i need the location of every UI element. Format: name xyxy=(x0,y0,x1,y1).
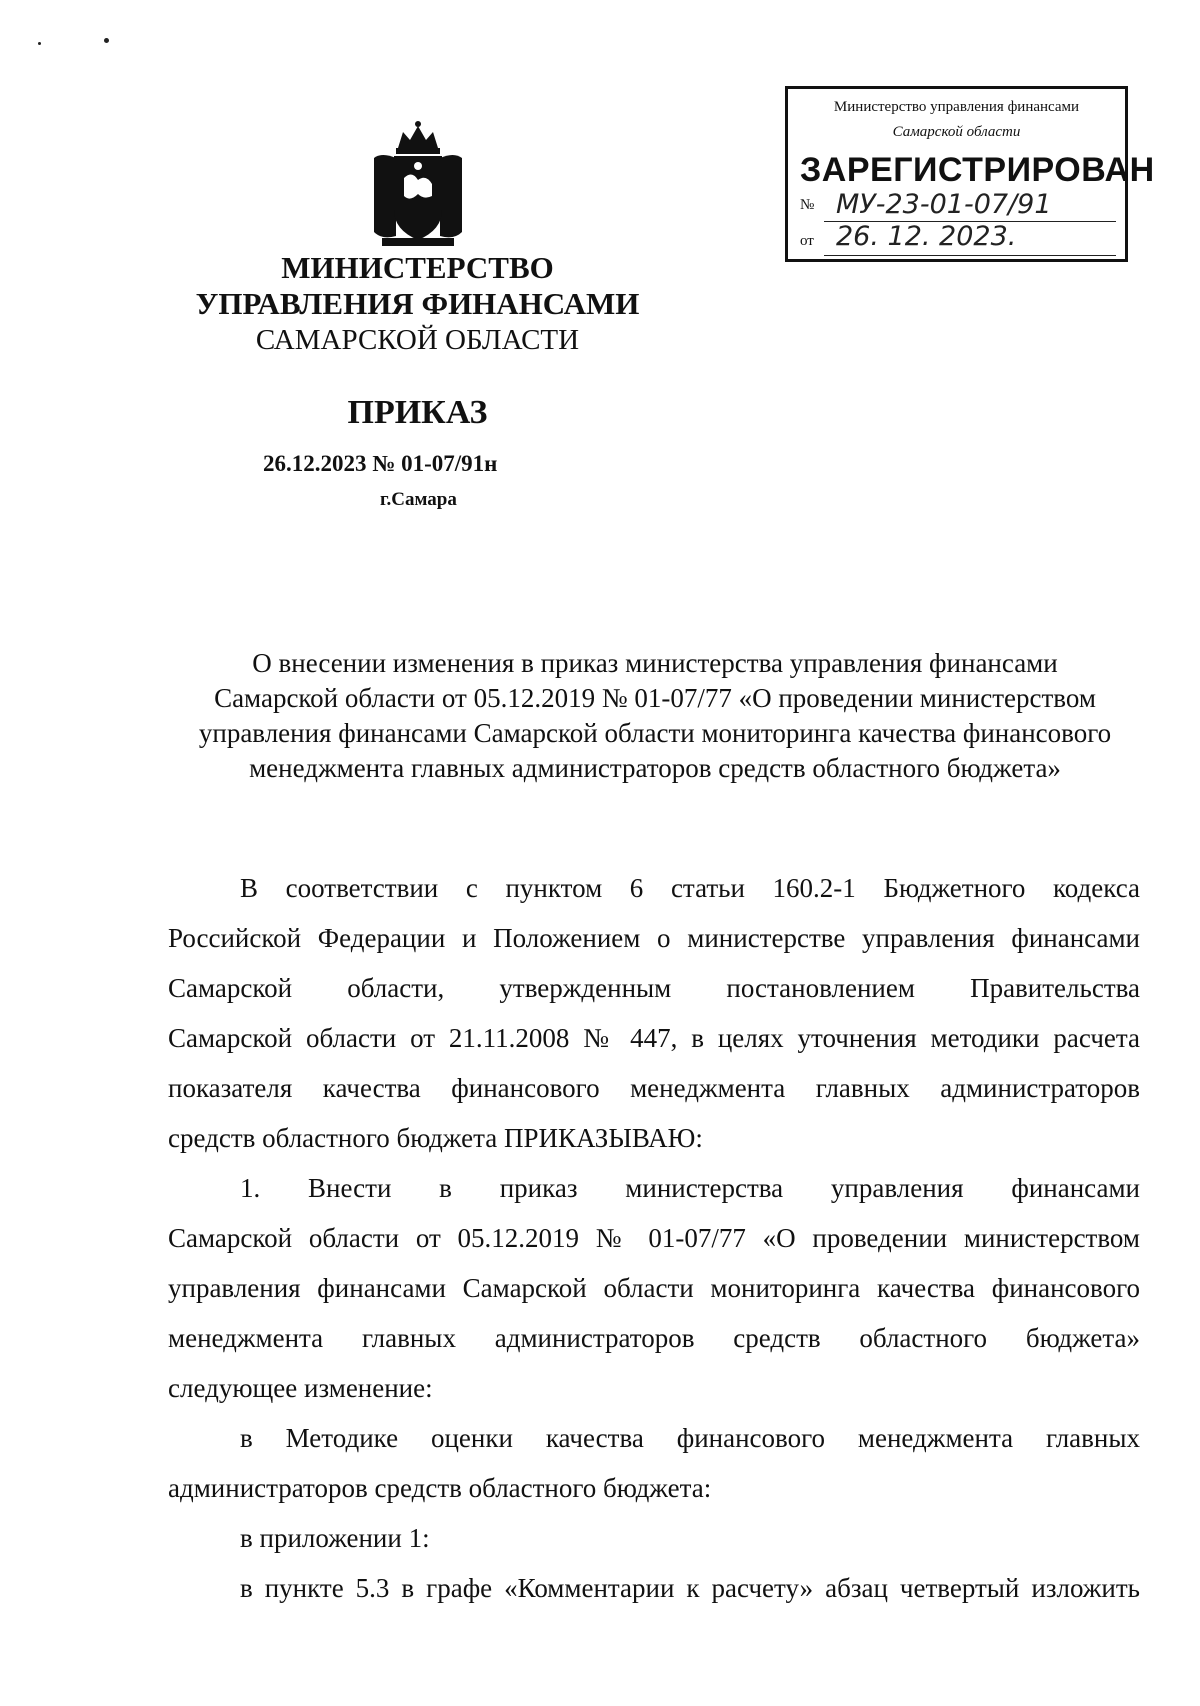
registration-stamp xyxy=(785,86,1155,262)
document-date-number: 26.12.2023 № 01-07/91н xyxy=(263,451,498,476)
item1-line: Самарской области от 05.12.2019 № 01-07/77 «О проведении министерством xyxy=(168,1223,1140,1253)
item1-line: менеджмента главных администраторов средств областного бюджета» xyxy=(168,1323,1140,1353)
point-line: в пункте 5.3 в графе «Комментарии к расчету» абзац четвертый изложить xyxy=(240,1573,1140,1603)
preamble-line: Самарской области, утвержденным постановлением Правительства xyxy=(168,973,1140,1003)
stamp-region-line: Самарской области xyxy=(892,124,1021,140)
order-body xyxy=(168,863,1140,1613)
document-city: г.Самара xyxy=(380,489,457,510)
appendix-line: в приложении 1: xyxy=(240,1523,430,1553)
item1-line: управления финансами Самарской области мониторинга качества финансового xyxy=(168,1273,1140,1303)
scan-speck xyxy=(38,42,41,45)
preamble-line: Российской Федерации и Положением о министерстве управления финансами xyxy=(168,923,1140,953)
item1-line: 1. Внести в приказ министерства управления финансами xyxy=(240,1173,1140,1203)
ministry-name-line1: МИНИСТЕРСТВО xyxy=(281,250,554,285)
stamp-ministry-line: Министерство управления финансами xyxy=(833,99,1080,115)
document-type-title: ПРИКАЗ xyxy=(347,394,488,431)
preamble-line: показателя качества финансового менеджмента главных администраторов xyxy=(168,1073,1140,1103)
ministry-name-line2: УПРАВЛЕНИЯ ФИНАНСАМИ xyxy=(195,286,640,321)
methodology-line: в Методике оценки качества финансового менеджмента главных xyxy=(240,1423,1140,1453)
subject-line: менеджмента главных администраторов средств областного бюджета» xyxy=(249,753,1061,783)
subject-line: Самарской области от 05.12.2019 № 01-07/77 «О проведении министерством xyxy=(214,683,1096,713)
subject-line: управления финансами Самарской области мониторинга качества финансового xyxy=(198,718,1112,748)
coat-of-arms-emblem xyxy=(368,118,468,248)
preamble-line: Самарской области от 21.11.2008 № 447, в целях уточнения методики расчета xyxy=(168,1023,1140,1053)
order-subject xyxy=(150,646,1160,786)
preamble-line: В соответствии с пунктом 6 статьи 160.2-1 Бюджетного кодекса xyxy=(240,873,1140,903)
stamp-date-handwritten: 26. 12. 2023. xyxy=(836,221,1017,252)
methodology-line: администраторов средств областного бюджета: xyxy=(168,1473,712,1503)
stamp-date-label: от xyxy=(800,233,814,249)
ministry-name-line3: САМАРСКОЙ ОБЛАСТИ xyxy=(255,324,580,356)
stamp-registered-status: ЗАРЕГИСТРИРОВАН xyxy=(800,151,1155,189)
preamble-line: средств областного бюджета ПРИКАЗЫВАЮ: xyxy=(168,1123,703,1153)
stamp-number-label: № xyxy=(800,197,815,213)
scan-speck xyxy=(104,38,109,43)
subject-line: О внесении изменения в приказ министерства управления финансами xyxy=(252,648,1058,678)
stamp-date-underline xyxy=(824,255,1116,256)
stamp-number-handwritten: МУ-23-01-07/91 xyxy=(836,189,1052,220)
item1-line: следующее изменение: xyxy=(168,1373,433,1403)
